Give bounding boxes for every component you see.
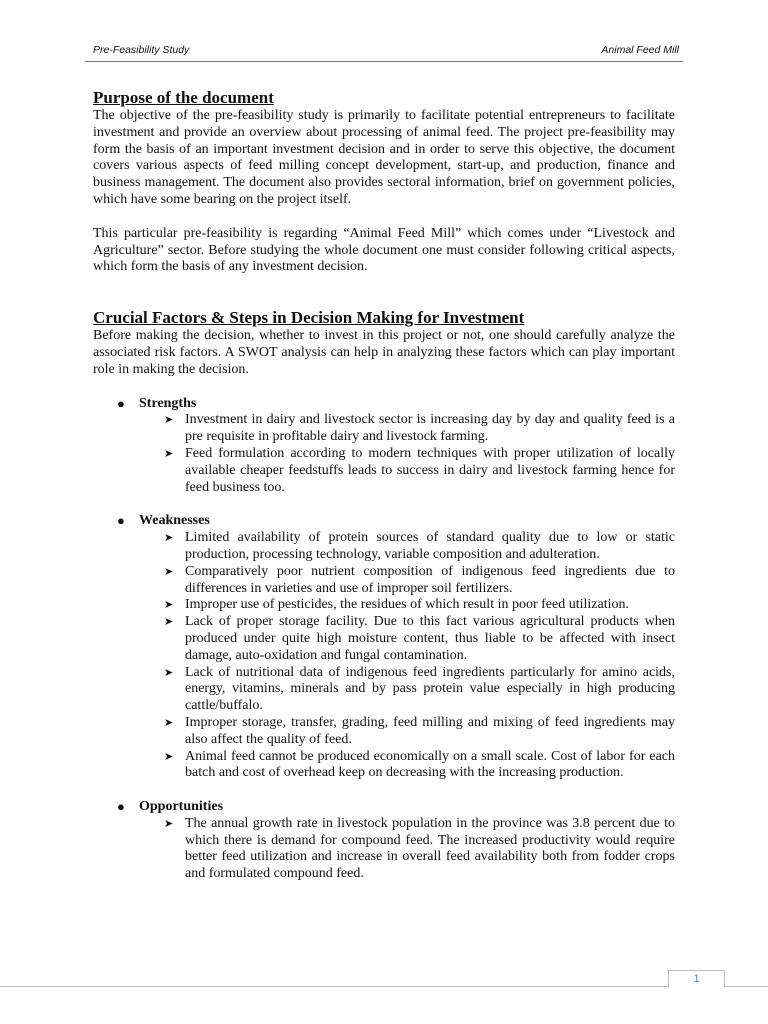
page-header (93, 44, 680, 62)
swot-category-opportunities (93, 799, 675, 883)
category-label: Weaknesses (139, 513, 210, 529)
header-right-title: Animal Feed Mill (601, 44, 679, 56)
strengths-list (139, 412, 675, 496)
section-title-purpose: Purpose of the document (93, 88, 274, 107)
header-left-title: Pre-Feasibility Study (93, 44, 190, 56)
bullet-icon: ● (117, 799, 125, 815)
scope-paragraph: This particular pre-feasibility is regarding “Animal Feed Mill” which comes under “Livestock and Agriculture” sector. Before studying the whole document one must consider following critical aspects, which form the basis of any investment decision. (93, 225, 675, 275)
list-item: ➤ Limited availability of protein sources of standard quality due to low or static production, processing technology, variable composition and adulteration. (164, 530, 675, 562)
header-rule (85, 61, 683, 62)
document-body (93, 84, 675, 883)
list-item: ➤ Comparatively poor nutrient composition of indigenous feed ingredients due to differences in varieties and use of improper soil fertilizers. (164, 563, 675, 596)
purpose-paragraph: The objective of the pre-feasibility study is primarily to facilitate potential entrepreneurs to facilitate investment and provide an overview about processing of animal feed. The project pre-feasibility may form the basis of an important investment decision and in order to serve this objective, the document covers various aspects of feed milling concept development, start-up, and production, finance and business management. The document also provides sectoral information, brief on government policies, which have some bearing on the project itself. (93, 108, 675, 207)
page-number: 1 (668, 970, 725, 987)
list-item: ➤ Improper storage, transfer, grading, feed milling and mixing of feed ingredients may also affect the quality of feed. (164, 714, 675, 747)
list-item: ➤ Lack of proper storage facility. Due to this fact various agricultural products when produced under quite high moisture content, thus liable to be affected with insect damage, auto-oxidation and fungal contamination. (164, 614, 675, 663)
arrow-bullet-icon: ➤ (164, 447, 174, 460)
bullet-icon: ● (117, 513, 125, 529)
list-item: ➤ Investment in dairy and livestock sector is increasing day by day and quality feed is a pre requisite in profitable dairy and livestock farming. (164, 412, 675, 445)
arrow-bullet-icon: ➤ (164, 817, 174, 830)
swot-category-weaknesses (93, 513, 675, 782)
arrow-bullet-icon: ➤ (164, 750, 174, 763)
arrow-bullet-icon: ➤ (164, 616, 174, 629)
section-title-decision-factors: Crucial Factors & Steps in Decision Making for Investment (93, 308, 525, 328)
footer-rule (0, 986, 768, 987)
arrow-bullet-icon: ➤ (164, 599, 174, 612)
swot-category-strengths (93, 396, 675, 497)
arrow-bullet-icon: ➤ (164, 414, 174, 427)
swot-intro-paragraph: Before making the decision, whether to invest in this project or not, one should carefully analyze the associated risk factors. A SWOT analysis can help in analyzing these factors which can play important role in making the decision. (93, 328, 675, 377)
category-label: Strengths (139, 395, 197, 411)
swot-list (93, 396, 675, 884)
arrow-bullet-icon: ➤ (164, 532, 174, 545)
arrow-bullet-icon: ➤ (164, 565, 174, 578)
bullet-icon: ● (117, 395, 125, 411)
category-label: Opportunities (139, 799, 224, 815)
list-item: ➤ Improper use of pesticides, the residues of which result in poor feed utilization. (164, 597, 629, 613)
list-item: ➤ Lack of nutritional data of indigenous feed ingredients particularly for amino acids, energy, vitamins, minerals and by pass protein value especially in high producing cattle/buffalo. (164, 664, 675, 714)
list-item: ➤ Animal feed cannot be produced economically on a small scale. Cost of labor for each batch and cost of overhead keep on decreasing with the increasing production. (164, 748, 675, 781)
arrow-bullet-icon: ➤ (164, 716, 174, 729)
list-item: ➤ Feed formulation according to modern techniques with proper utilization of locally available cheaper feedstuffs leads to success in dairy and livestock farming hence for feed business too. (164, 445, 675, 495)
opportunities-list (139, 816, 675, 883)
arrow-bullet-icon: ➤ (164, 666, 174, 679)
list-item: ➤ The annual growth rate in livestock population in the province was 3.8 percent due to which there is demand for compound feed. The increased productivity would require better feed utilization and increase in overall feed availability both from fodder crops and formulated compound feed. (164, 815, 675, 882)
weaknesses-list (139, 530, 675, 782)
